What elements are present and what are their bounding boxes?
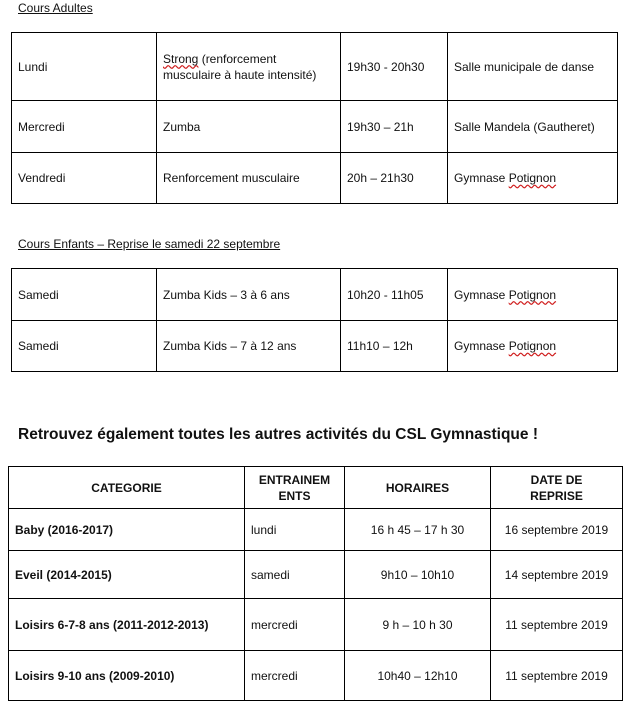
day-cell: Samedi [12, 269, 157, 321]
table-row [12, 101, 618, 153]
hours-cell: 9h10 – 10h10 [345, 551, 491, 599]
activity-cell: Zumba Kids – 3 à 6 ans [157, 269, 341, 321]
training-cell: lundi [245, 509, 345, 551]
time-cell: 19h30 - 20h30 [341, 33, 448, 101]
place-cell: Gymnase Potignon [448, 269, 618, 321]
training-cell: mercredi [245, 651, 345, 701]
category-header: CATEGORIE [9, 467, 245, 509]
adult-schedule-table [11, 32, 618, 204]
place-cell: Gymnase Potignon [448, 321, 618, 372]
table-row [9, 509, 623, 551]
day-cell: Vendredi [12, 153, 157, 204]
time-cell: 19h30 – 21h [341, 101, 448, 153]
table-row [9, 551, 623, 599]
training-cell: mercredi [245, 599, 345, 651]
hours-cell: 10h40 – 12h10 [345, 651, 491, 701]
category-cell: Baby (2016-2017) [9, 509, 245, 551]
activity-cell: Strong (renforcement musculaire à haute intensité) [157, 33, 341, 101]
training-cell: samedi [245, 551, 345, 599]
table-header-row [9, 467, 623, 509]
children-courses-title: Cours Enfants – Reprise le samedi 22 septembre [18, 237, 281, 251]
table-row [12, 269, 618, 321]
place-cell: Salle Mandela (Gautheret) [448, 101, 618, 153]
day-cell: Lundi [12, 33, 157, 101]
table-row [12, 153, 618, 204]
hours-cell: 9 h – 10 h 30 [345, 599, 491, 651]
activity-cell: Zumba Kids – 7 à 12 ans [157, 321, 341, 372]
gym-activities-table [8, 466, 623, 701]
time-cell: 20h – 21h30 [341, 153, 448, 204]
resume-date-header: DATE DE REPRISE [491, 467, 623, 509]
table-row [12, 321, 618, 372]
category-cell: Eveil (2014-2015) [9, 551, 245, 599]
table-row [12, 33, 618, 101]
date-cell: 11 septembre 2019 [491, 599, 623, 651]
training-header: ENTRAINEM ENTS [245, 467, 345, 509]
place-cell: Salle municipale de danse [448, 33, 618, 101]
time-cell: 11h10 – 12h [341, 321, 448, 372]
table-row [9, 599, 623, 651]
activity-cell: Renforcement musculaire [157, 153, 341, 204]
place-cell: Gymnase Potignon [448, 153, 618, 204]
date-cell: 16 septembre 2019 [491, 509, 623, 551]
children-schedule-table [11, 268, 618, 372]
day-cell: Mercredi [12, 101, 157, 153]
time-cell: 10h20 - 11h05 [341, 269, 448, 321]
date-cell: 14 septembre 2019 [491, 551, 623, 599]
adult-courses-title: Cours Adultes [18, 1, 93, 15]
hours-cell: 16 h 45 – 17 h 30 [345, 509, 491, 551]
day-cell: Samedi [12, 321, 157, 372]
activity-cell: Zumba [157, 101, 341, 153]
date-cell: 11 septembre 2019 [491, 651, 623, 701]
hours-header: HORAIRES [345, 467, 491, 509]
table-row [9, 651, 623, 701]
category-cell: Loisirs 6-7-8 ans (2011-2012-2013) [9, 599, 245, 651]
category-cell: Loisirs 9-10 ans (2009-2010) [9, 651, 245, 701]
gym-heading: Retrouvez également toutes les autres activités du CSL Gymnastique ! [18, 426, 538, 443]
